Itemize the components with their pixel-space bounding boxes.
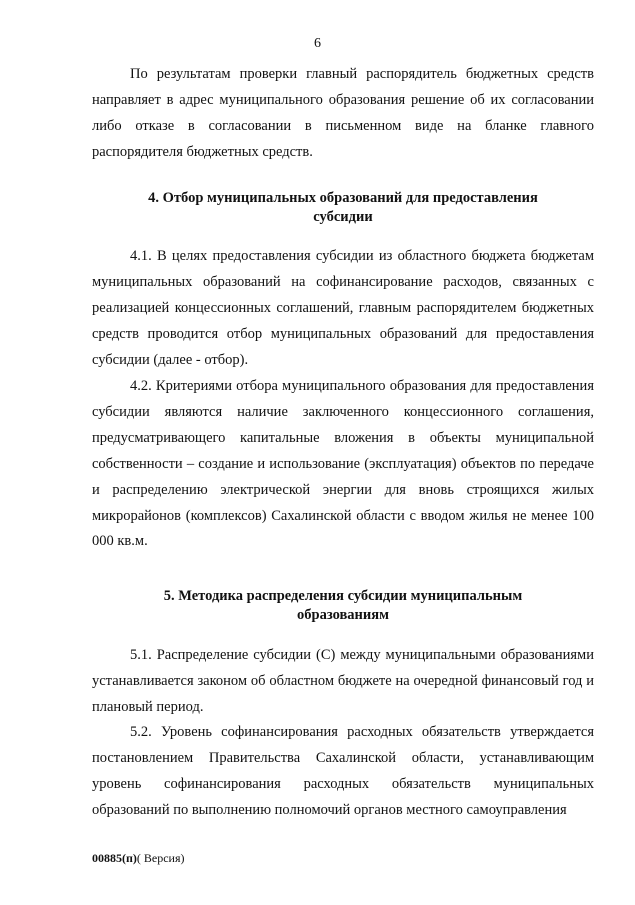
paragraph-approval-result: По результатам проверки главный распорядитель бюджетных средств направляет в адрес муниципального образования решение об их согласовании либо отказе в согласовании в письменном виде на бланке главного распорядителя бюджетных средств. [92,66,594,160]
section-5-heading [92,587,594,625]
document-footer [92,851,185,866]
section-4-heading [92,189,594,227]
section-4-heading-line2: субсидии [313,209,373,225]
document-code: 00885(п) [92,851,137,865]
section-5-heading-line1: 5. Методика распределения субсидии муниципальным [163,588,523,604]
section-4-heading-line1: 4. Отбор муниципальных образований для предоставления [148,190,538,206]
paragraph-4-2: 4.2. Критериями отбора муниципального образования для предоставления субсидии являются наличие заключенного концессионного соглашения, предусматривающего капитальные вложения в объекты муниципальной собственности – создание и использование (эксплуатация) объектов по передаче и распределению электрической энергии для вновь строящихся жилых микрорайонов (комплексов) Сахалинской области с вводом жилья не менее 100 000 кв.м. [92,378,594,550]
section-5-heading-line2: образованиям [297,607,389,623]
paragraph-5-2: 5.2. Уровень софинансирования расходных обязательств утверждается постановлением Правительства Сахалинской области, устанавливающим уровень софинансирования расходных обязательств муниципальных образований по выполнению полномочий органов местного самоуправления [92,724,594,818]
paragraph-5-1: 5.1. Распределение субсидии (С) между муниципальными образованиями устанавливается законом об областном бюджете на очередной финансовый год и плановый период. [92,647,594,715]
page-number: 6 [314,36,321,51]
paragraph-4-1: 4.1. В целях предоставления субсидии из областного бюджета бюджетам муниципальных образований на софинансирование расходов, связанных с реализацией концессионных соглашений, главным распорядителем бюджетных средств проводится отбор муниципальных образований для предоставления субсидии (далее - отбор). [92,248,594,368]
document-version: ( Версия) [136,851,185,865]
